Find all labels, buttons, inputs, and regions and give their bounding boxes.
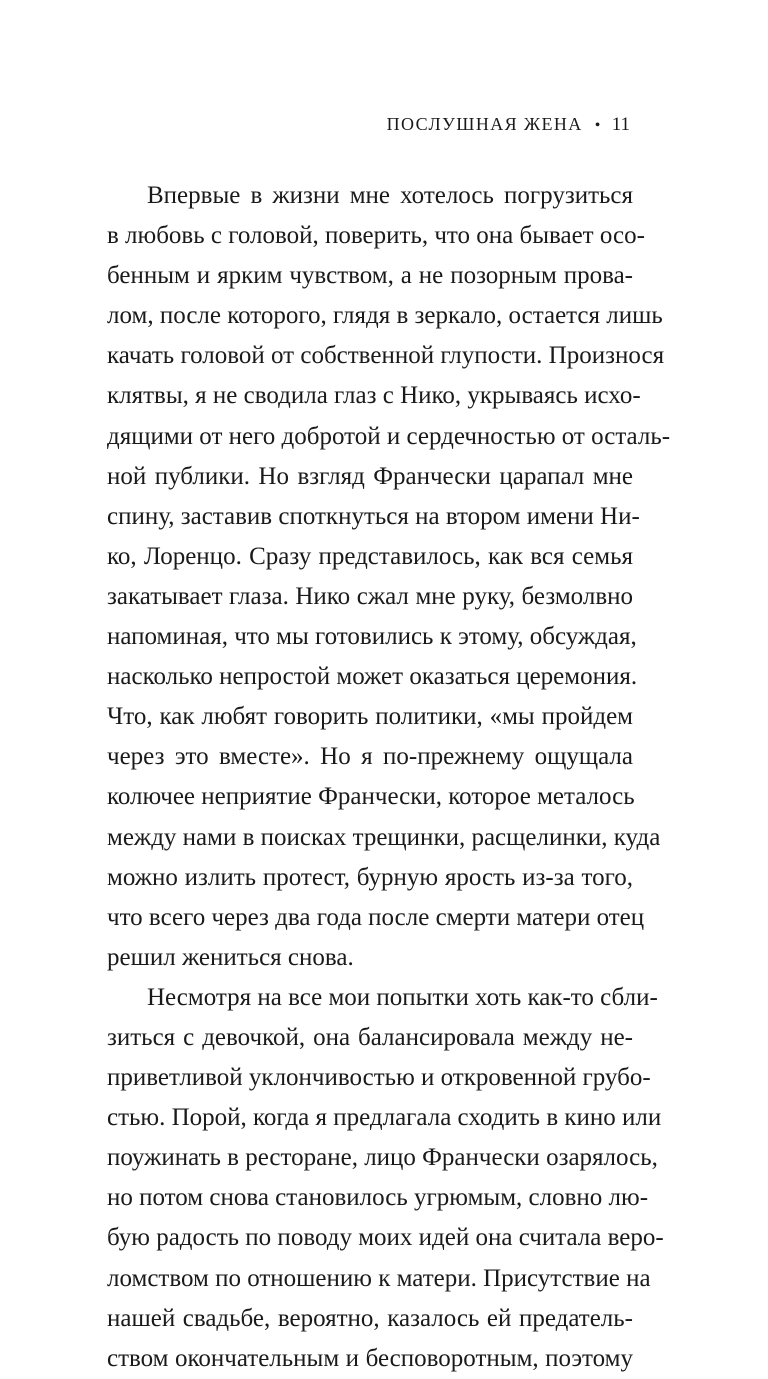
running-head <box>387 112 630 138</box>
text-line: зиться с девочкой, она балансировала между не- <box>107 1023 633 1051</box>
text-line: можно излить протест, бурную ярость из-за того, <box>107 863 633 891</box>
text-line: лом, после которого, глядя в зеркало, остается лишь <box>107 302 663 330</box>
text-line: насколько непростой может оказаться церемония. <box>107 663 638 691</box>
text-line: через это вместе». Но я по-прежнему ощущала <box>107 743 633 771</box>
text-line: Впервые в жизни мне хотелось погрузиться <box>147 182 633 209</box>
text-line: Что, как любят говорить политики, «мы пройдем <box>107 703 633 731</box>
text-line: закатывает глаза. Нико сжал мне руку, безмолвно <box>107 582 633 610</box>
text-line: ством окончательным и бесповоротным, поэтому <box>107 1344 633 1372</box>
text-line: но потом снова становилось угрюмым, словно лю- <box>107 1184 649 1212</box>
text-line: бенным и ярким чувством, а не позорным прова- <box>107 262 633 290</box>
text-line: ломством по отношению к матери. Присутствие на <box>107 1264 651 1292</box>
paragraph <box>107 978 664 1379</box>
text-line: нашей свадьбе, вероятно, казалось ей предатель- <box>107 1304 633 1332</box>
paragraph <box>107 176 671 978</box>
text-line: в любовь с головой, поверить, что она бывает осо- <box>107 222 645 250</box>
running-head-title: ПОСЛУШНАЯ ЖЕНА <box>386 114 583 134</box>
text-line: между нами в поисках трещинки, расщелинки, куда <box>107 823 661 851</box>
text-line: спину, заставив споткнуться на втором имени Ни- <box>107 502 640 530</box>
text-line: решил жениться снова. <box>107 943 354 971</box>
text-line: качать головой от собственной глупости. Произнося <box>107 342 665 370</box>
text-line: что всего через два года после смерти матери отец <box>107 903 645 931</box>
page-number: 11 <box>611 114 630 135</box>
text-line: напоминая, что мы готовились к этому, обсуждая, <box>107 623 637 651</box>
text-line: бую радость по поводу моих идей она считала веро- <box>107 1224 664 1252</box>
text-line: стью. Порой, когда я предлагала сходить в кино или <box>107 1104 662 1132</box>
running-head-separator: • <box>594 117 602 134</box>
text-line: клятвы, я не сводила глаз с Нико, укрываясь исхо- <box>107 382 641 410</box>
text-line: поужинать в ресторане, лицо Франчески озарялось, <box>107 1144 658 1172</box>
text-line: приветливой уклончивостью и откровенной грубо- <box>107 1064 651 1092</box>
text-line: ко, Лоренцо. Сразу представилось, как вся семья <box>107 542 633 570</box>
body-text <box>107 176 671 1379</box>
text-line: дящими от него добротой и сердечностью от осталь- <box>107 422 671 450</box>
text-line: ной публики. Но взгляд Франчески царапал мне <box>107 462 633 490</box>
text-line: Несмотря на все мои попытки хоть как-то сбли- <box>147 983 658 1011</box>
text-line: колючее неприятие Франчески, которое металось <box>107 783 635 811</box>
